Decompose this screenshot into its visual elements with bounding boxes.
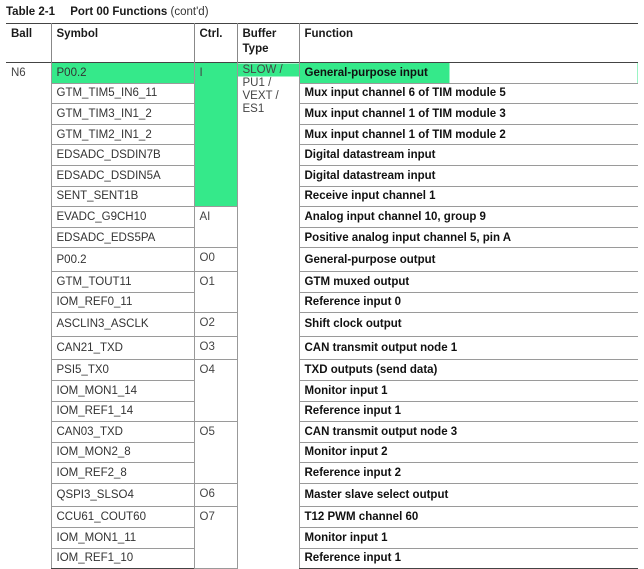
symbol-cell: QSPI3_SLSO4 xyxy=(51,483,194,507)
function-cell: Reference input 1 xyxy=(299,401,638,422)
table-row xyxy=(6,548,638,569)
symbol-cell: GTM_TIM3_IN1_2 xyxy=(51,104,194,125)
function-cell: Master slave select output xyxy=(299,483,638,507)
table-row xyxy=(6,63,638,84)
symbol-cell: CCU61_COUT60 xyxy=(51,507,194,528)
table-row xyxy=(6,227,638,248)
ctrl-cell: I xyxy=(194,63,237,207)
table-row xyxy=(6,528,638,549)
table-row xyxy=(6,104,638,125)
symbol-cell: IOM_MON2_8 xyxy=(51,442,194,463)
function-cell: Monitor input 1 xyxy=(299,528,638,549)
table-caption xyxy=(6,6,209,18)
function-cell: Analog input channel 10, group 9 xyxy=(299,207,638,228)
header-function: Function xyxy=(299,24,638,63)
symbol-cell: CAN21_TXD xyxy=(51,336,194,360)
header-ball: Ball xyxy=(11,28,33,40)
symbol-cell: PSI5_TX0 xyxy=(51,360,194,381)
symbol-cell: EDSADC_DSDIN5A xyxy=(51,165,194,186)
header-ctrl: Ctrl. xyxy=(194,24,237,63)
function-cell: T12 PWM channel 60 xyxy=(299,507,638,528)
symbol-cell: IOM_MON1_14 xyxy=(51,380,194,401)
symbol-cell: SENT_SENT1B xyxy=(51,186,194,207)
symbol-cell: IOM_MON1_11 xyxy=(51,528,194,549)
table-row xyxy=(6,145,638,166)
table-row xyxy=(6,422,638,443)
function-cell: Shift clock output xyxy=(299,313,638,337)
ctrl-cell: O6 xyxy=(194,483,237,507)
symbol-cell: EDSADC_DSDIN7B xyxy=(51,145,194,166)
header-buffer-type: Buffer Type xyxy=(237,24,299,63)
symbol-cell: IOM_REF0_11 xyxy=(51,292,194,313)
table-row xyxy=(6,292,638,313)
ctrl-cell: O5 xyxy=(194,422,237,484)
function-cell: Reference input 1 xyxy=(299,548,638,569)
ball-cell: N6 xyxy=(11,67,26,79)
table-row xyxy=(6,463,638,484)
function-cell: Reference input 0 xyxy=(299,292,638,313)
table-number: Table 2-1 xyxy=(6,6,55,18)
ctrl-cell: O2 xyxy=(194,313,237,337)
table-row xyxy=(6,271,638,292)
symbol-cell: GTM_TIM5_IN6_11 xyxy=(51,83,194,104)
table-row xyxy=(6,207,638,228)
function-cell: General-purpose output xyxy=(299,248,638,272)
function-cell: Monitor input 2 xyxy=(299,442,638,463)
function-cell: TXD outputs (send data) xyxy=(299,360,638,381)
symbol-cell: IOM_REF1_14 xyxy=(51,401,194,422)
function-cell: Digital datastream input xyxy=(299,165,638,186)
table-title-suffix: (cont'd) xyxy=(170,6,209,18)
table-row xyxy=(6,507,638,528)
symbol-cell: P00.2 xyxy=(51,63,194,84)
table-row xyxy=(6,336,638,360)
table-row xyxy=(6,401,638,422)
function-cell: CAN transmit output node 1 xyxy=(299,336,638,360)
symbol-cell: GTM_TOUT11 xyxy=(51,271,194,292)
symbol-cell: ASCLIN3_ASCLK xyxy=(51,313,194,337)
function-cell: Mux input channel 1 of TIM module 3 xyxy=(299,104,638,125)
ctrl-cell: O4 xyxy=(194,360,237,422)
table-header-row xyxy=(6,24,638,63)
table-row xyxy=(6,380,638,401)
ctrl-cell: O3 xyxy=(194,336,237,360)
function-cell: Receive input channel 1 xyxy=(299,186,638,207)
table-row xyxy=(6,124,638,145)
symbol-cell: GTM_TIM2_IN1_2 xyxy=(51,124,194,145)
table-row xyxy=(6,165,638,186)
symbol-cell: EDSADC_EDS5PA xyxy=(51,227,194,248)
table-row xyxy=(6,483,638,507)
symbol-cell: IOM_REF1_10 xyxy=(51,548,194,569)
symbol-cell: EVADC_G9CH10 xyxy=(51,207,194,228)
port-functions-table xyxy=(6,23,638,569)
symbol-cell: P00.2 xyxy=(51,248,194,272)
function-cell: Mux input channel 6 of TIM module 5 xyxy=(299,83,638,104)
function-cell: GTM muxed output xyxy=(299,271,638,292)
ctrl-cell: O7 xyxy=(194,507,237,569)
table-body xyxy=(6,63,638,569)
function-cell: CAN transmit output node 3 xyxy=(299,422,638,443)
function-cell: Mux input channel 1 of TIM module 2 xyxy=(299,124,638,145)
table-row xyxy=(6,248,638,272)
table-row xyxy=(6,186,638,207)
table-row xyxy=(6,313,638,337)
table-row xyxy=(6,442,638,463)
function-cell: General-purpose input xyxy=(299,63,638,84)
ctrl-cell: AI xyxy=(194,207,237,248)
symbol-cell: CAN03_TXD xyxy=(51,422,194,443)
header-symbol: Symbol xyxy=(51,24,194,63)
function-cell: Monitor input 1 xyxy=(299,380,638,401)
function-cell: Positive analog input channel 5, pin A xyxy=(299,227,638,248)
buffer-type-cell: SLOW / PU1 / VEXT / ES1 xyxy=(237,63,299,569)
function-cell: Digital datastream input xyxy=(299,145,638,166)
function-cell: Reference input 2 xyxy=(299,463,638,484)
symbol-cell: IOM_REF2_8 xyxy=(51,463,194,484)
ctrl-cell: O1 xyxy=(194,271,237,312)
table-row xyxy=(6,360,638,381)
table-row xyxy=(6,83,638,104)
ctrl-cell: O0 xyxy=(194,248,237,272)
table-title: Port 00 Functions xyxy=(70,6,168,18)
